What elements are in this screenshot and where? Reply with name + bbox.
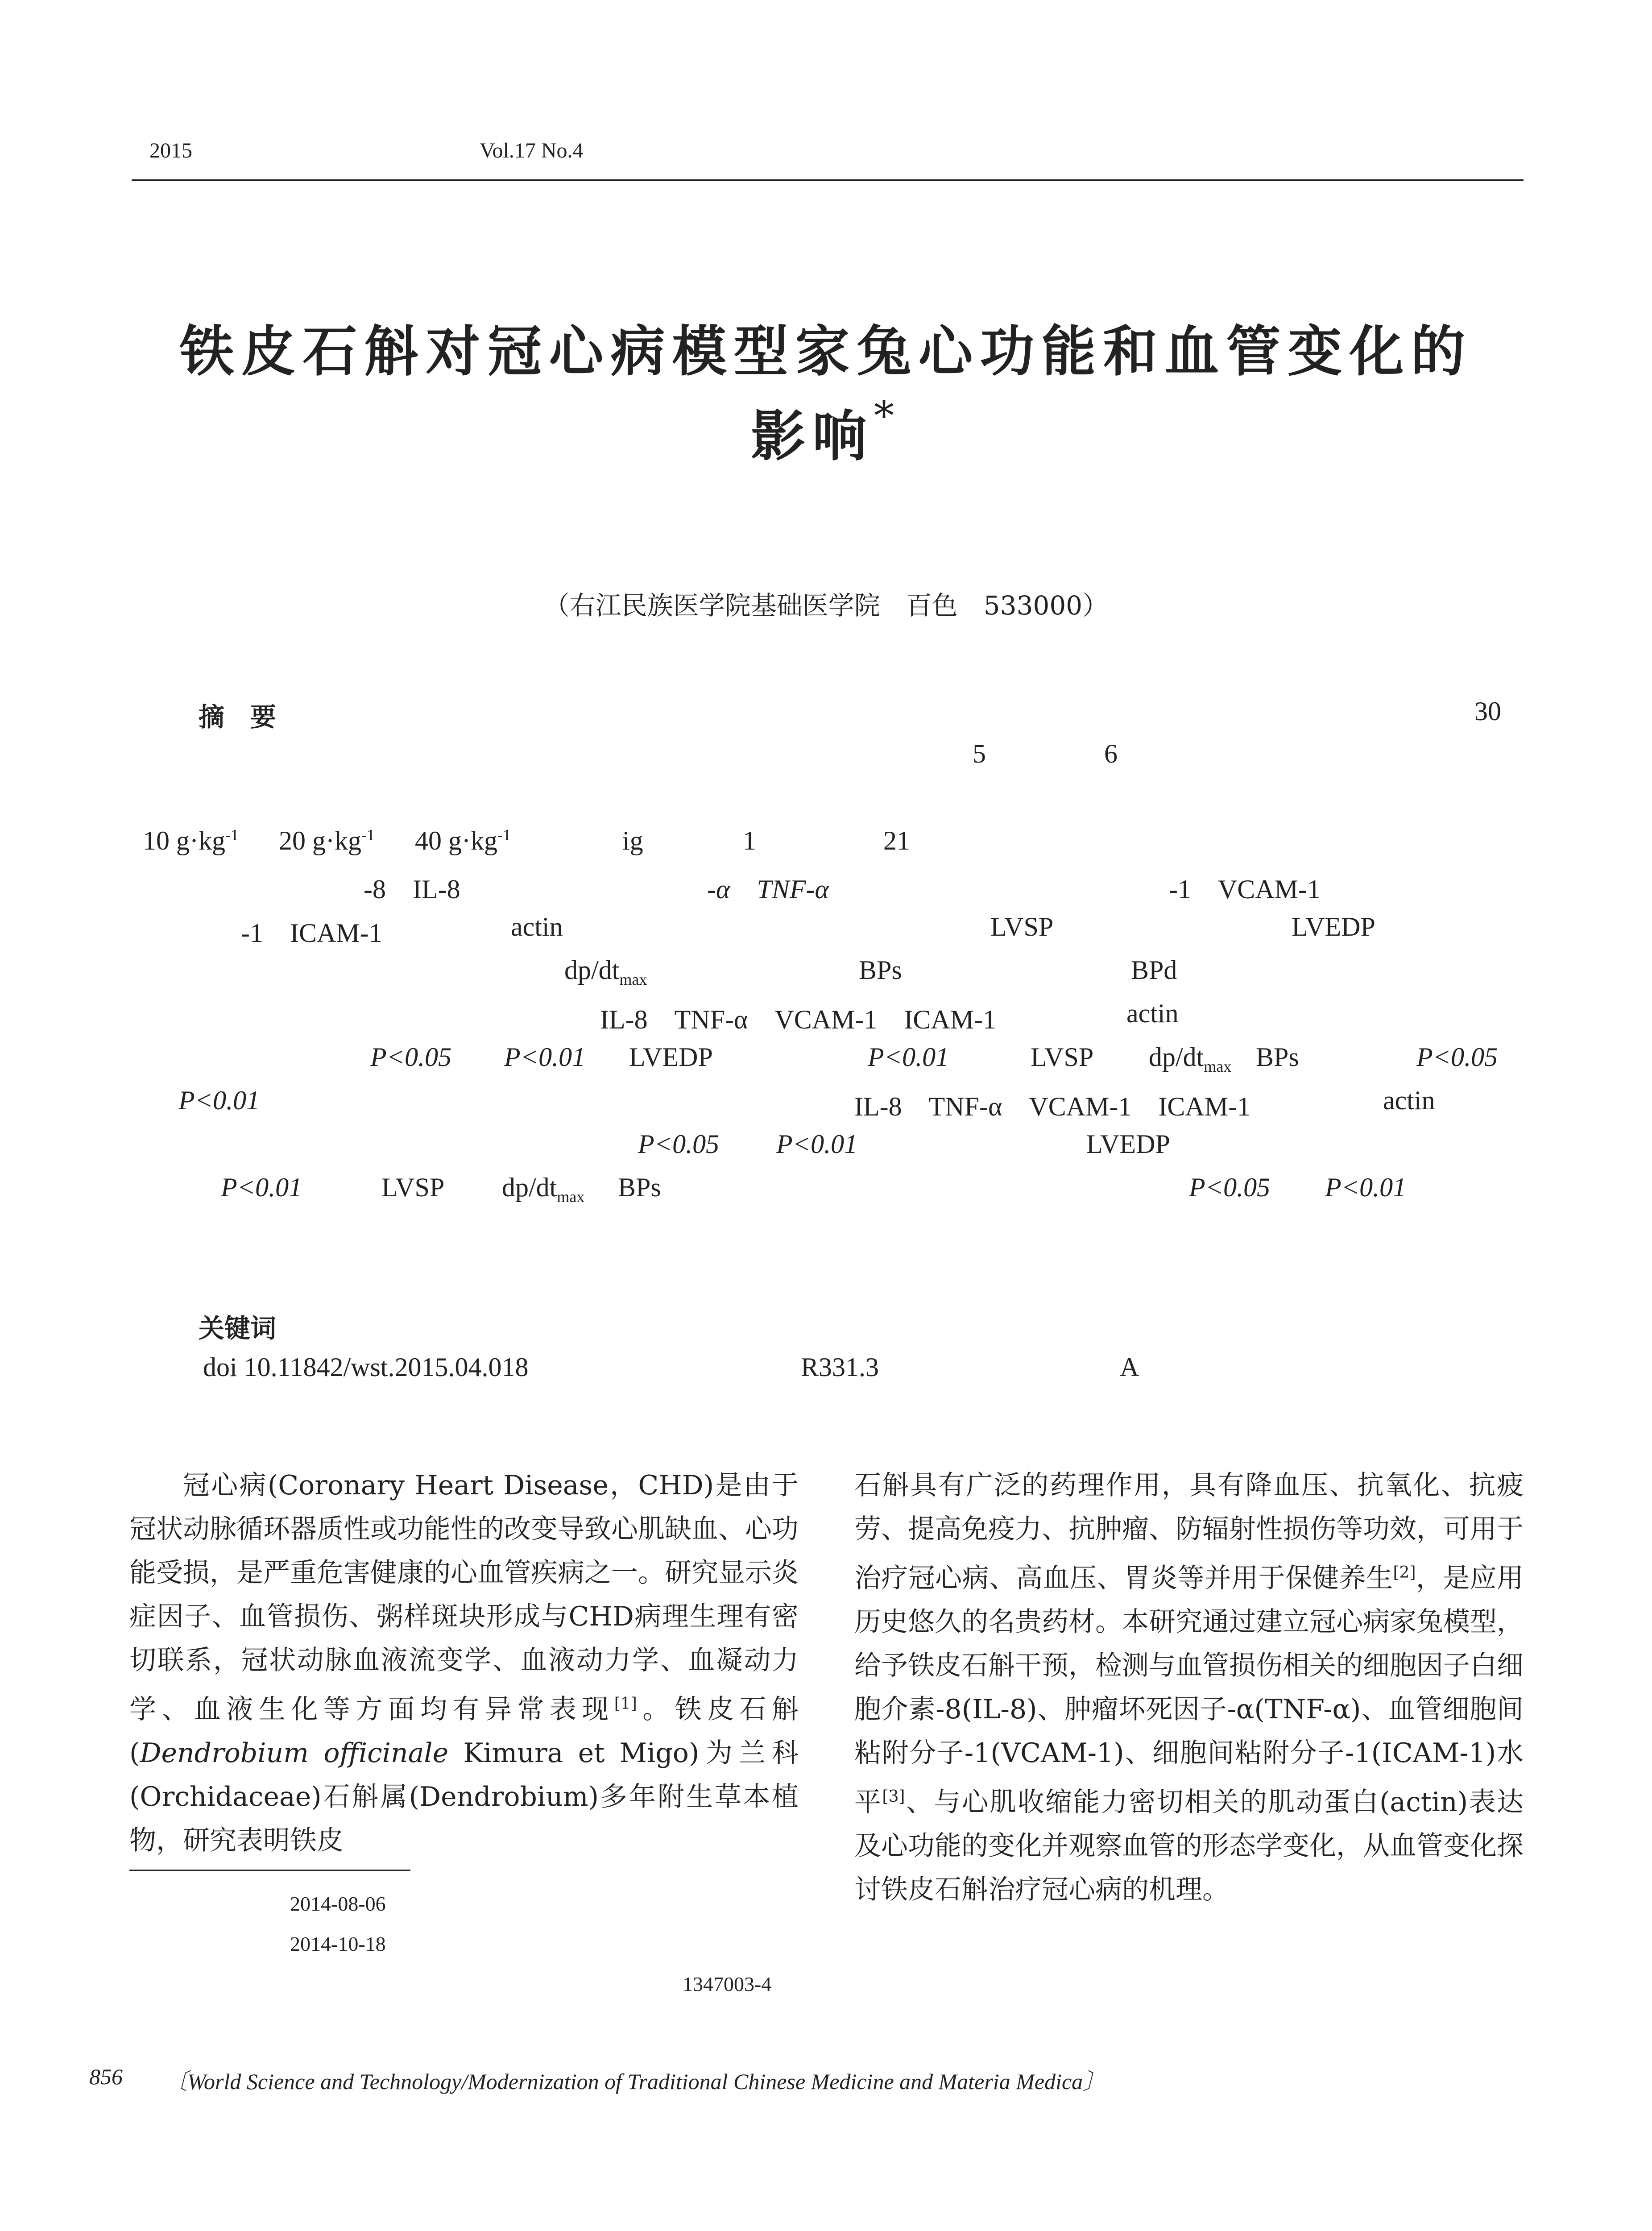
abstract-fragment: IL-8 TNF-α VCAM-1 ICAM-1 — [600, 1005, 997, 1034]
abstract-fragment: -1 ICAM-1 — [241, 918, 382, 948]
abstract-fragment: 40 $g\cdot kg^{-1}$ — [415, 826, 511, 855]
abstract-fragment: ig — [622, 826, 643, 855]
affiliation: （右江民族医学院基础医学院 百色 533000） — [543, 590, 1109, 621]
abstract-fragment: LVSP — [1031, 1042, 1094, 1072]
abstract-fragment: LVEDP — [1086, 1129, 1170, 1159]
received-date: 2014-08-06 — [290, 1892, 386, 1915]
abstract-fragment: BPs — [1256, 1042, 1299, 1072]
abstract-fragment: 21 — [883, 826, 910, 855]
revised-date: 2014-10-18 — [290, 1932, 386, 1955]
abstract-fragment: 6 — [1104, 739, 1118, 768]
abstract-fragment: -8 IL-8 — [364, 875, 460, 904]
abstract-fragment: P<0.01 — [1325, 1173, 1407, 1202]
abstract-fragment: LVSP — [381, 1173, 445, 1202]
page-title — [0, 308, 1652, 386]
abstract-fragment: -α TNF-α — [707, 875, 829, 904]
abstract-fragment: $dp/dt_{max}$ — [1149, 1042, 1232, 1075]
abstract-label: 摘 要 — [199, 702, 277, 732]
abstract-fragment: 5 — [973, 739, 986, 768]
abstract-fragment: $dp/dt_{max}$ — [502, 1173, 585, 1206]
title-line-1: 铁皮石斛对冠心病模型家兔心功能和血管变化的 — [179, 319, 1473, 383]
abstract-fragment: P<0.01 — [178, 1086, 260, 1115]
journal-name: 〔World Science and Technology/Modernization of Traditional Chinese Medicine and Materia Medica〕 — [165, 2069, 1105, 2094]
document-code: A — [1120, 1352, 1139, 1382]
title-line-2: 影响 — [751, 404, 874, 468]
abstract-fragment: BPs — [859, 955, 902, 985]
abstract-fragment: P<0.05 — [1189, 1173, 1271, 1202]
page-title-line2 — [0, 393, 1652, 471]
body-right-column — [854, 1464, 1524, 1912]
clc-number: R331.3 — [801, 1352, 879, 1382]
abstract-fragment: P<0.05 — [1416, 1042, 1498, 1072]
abstract-fragment: P<0.01 — [504, 1042, 586, 1072]
keywords-label: 关键词 — [199, 1313, 277, 1344]
abstract-fragment: LVEDP — [1292, 912, 1375, 941]
abstract-fragment: $dp/dt_{max}$ — [564, 955, 647, 988]
abstract-fragment: 10 $g\cdot kg^{-1}$ — [143, 826, 239, 855]
abstract-fragment: -1 VCAM-1 — [1169, 875, 1321, 904]
abstract-fragment: P<0.01 — [776, 1129, 858, 1159]
abstract-fragment: BPd — [1131, 955, 1177, 985]
header-volume: Vol.17 No.4 — [480, 139, 584, 162]
abstract-fragment: actin — [1383, 1086, 1435, 1115]
abstract-fragment: 30 — [1474, 697, 1501, 726]
abstract-fragment: actin — [511, 912, 563, 941]
abstract-fragment: P<0.05 — [370, 1042, 452, 1072]
abstract-fragment: IL-8 TNF-α VCAM-1 ICAM-1 — [854, 1092, 1251, 1121]
doi: doi 10.11842/wst.2015.04.018 — [203, 1352, 529, 1382]
body-paragraph: 石斛具有广泛的药理作用，具有降血压、抗氧化、抗疲劳、提高免疫力、抗肿瘤、防辐射性损伤等功效，可用于治疗冠心病、高血压、胃炎等并用于保健养生[2]，是应用历史悠久的名贵药材。本研究通过建立冠心病家兔模型，给予铁皮石斛干预，检测与血管损伤相关的细胞因子白细胞介素-8(IL-8)、肿瘤坏死因子-α(TNF-α)、血管细胞间粘附分子-1(VCAM-1)、细胞间粘附分子-1(ICAM-1)水平[3]、与心肌收缩能力密切相关的肌动蛋白(actin)表达及心功能的变化并观察血管的形态学变化，从血管变化探讨铁皮石斛治疗冠心病的机理。 — [854, 1470, 1524, 1905]
abstract-fragment: LVEDP — [629, 1042, 713, 1072]
header-rule — [132, 179, 1524, 181]
body-paragraph: 冠心病(Coronary Heart Disease，CHD)是由于冠状动脉循环器质性或功能性的改变导致心肌缺血、心功能受损，是严重危害健康的心血管疾病之一。研究显示炎症因子、血管损伤、粥样斑块形成与CHD病理生理有密切联系，冠状动脉血液流变学、血液动力学、血凝动力学、血液生化等方面均有异常表现[1]。铁皮石斛(Dendrobium officinale Kimura et Migo)为兰科(Orchidaceae)石斛属(Dendrobium)多年附生草本植物，研究表明铁皮 — [129, 1470, 799, 1856]
abstract-fragment: BPs — [618, 1173, 661, 1202]
abstract-fragment: LVSP — [990, 912, 1054, 941]
footnote-rule — [129, 1870, 410, 1871]
abstract-fragment: 1 — [743, 826, 756, 855]
abstract-fragment: P<0.05 — [638, 1129, 720, 1159]
abstract-fragment: P<0.01 — [221, 1173, 302, 1202]
page-number: 856 — [89, 2064, 123, 2089]
title-footnote-marker: * — [874, 393, 901, 440]
fund-number: 1347003-4 — [683, 1973, 772, 1995]
abstract-fragment: 20 $g\cdot kg^{-1}$ — [279, 826, 375, 855]
header-year: 2015 — [149, 139, 192, 162]
body-left-column — [129, 1464, 799, 1862]
abstract-fragment: P<0.01 — [868, 1042, 949, 1072]
abstract-fragment: actin — [1126, 999, 1179, 1028]
